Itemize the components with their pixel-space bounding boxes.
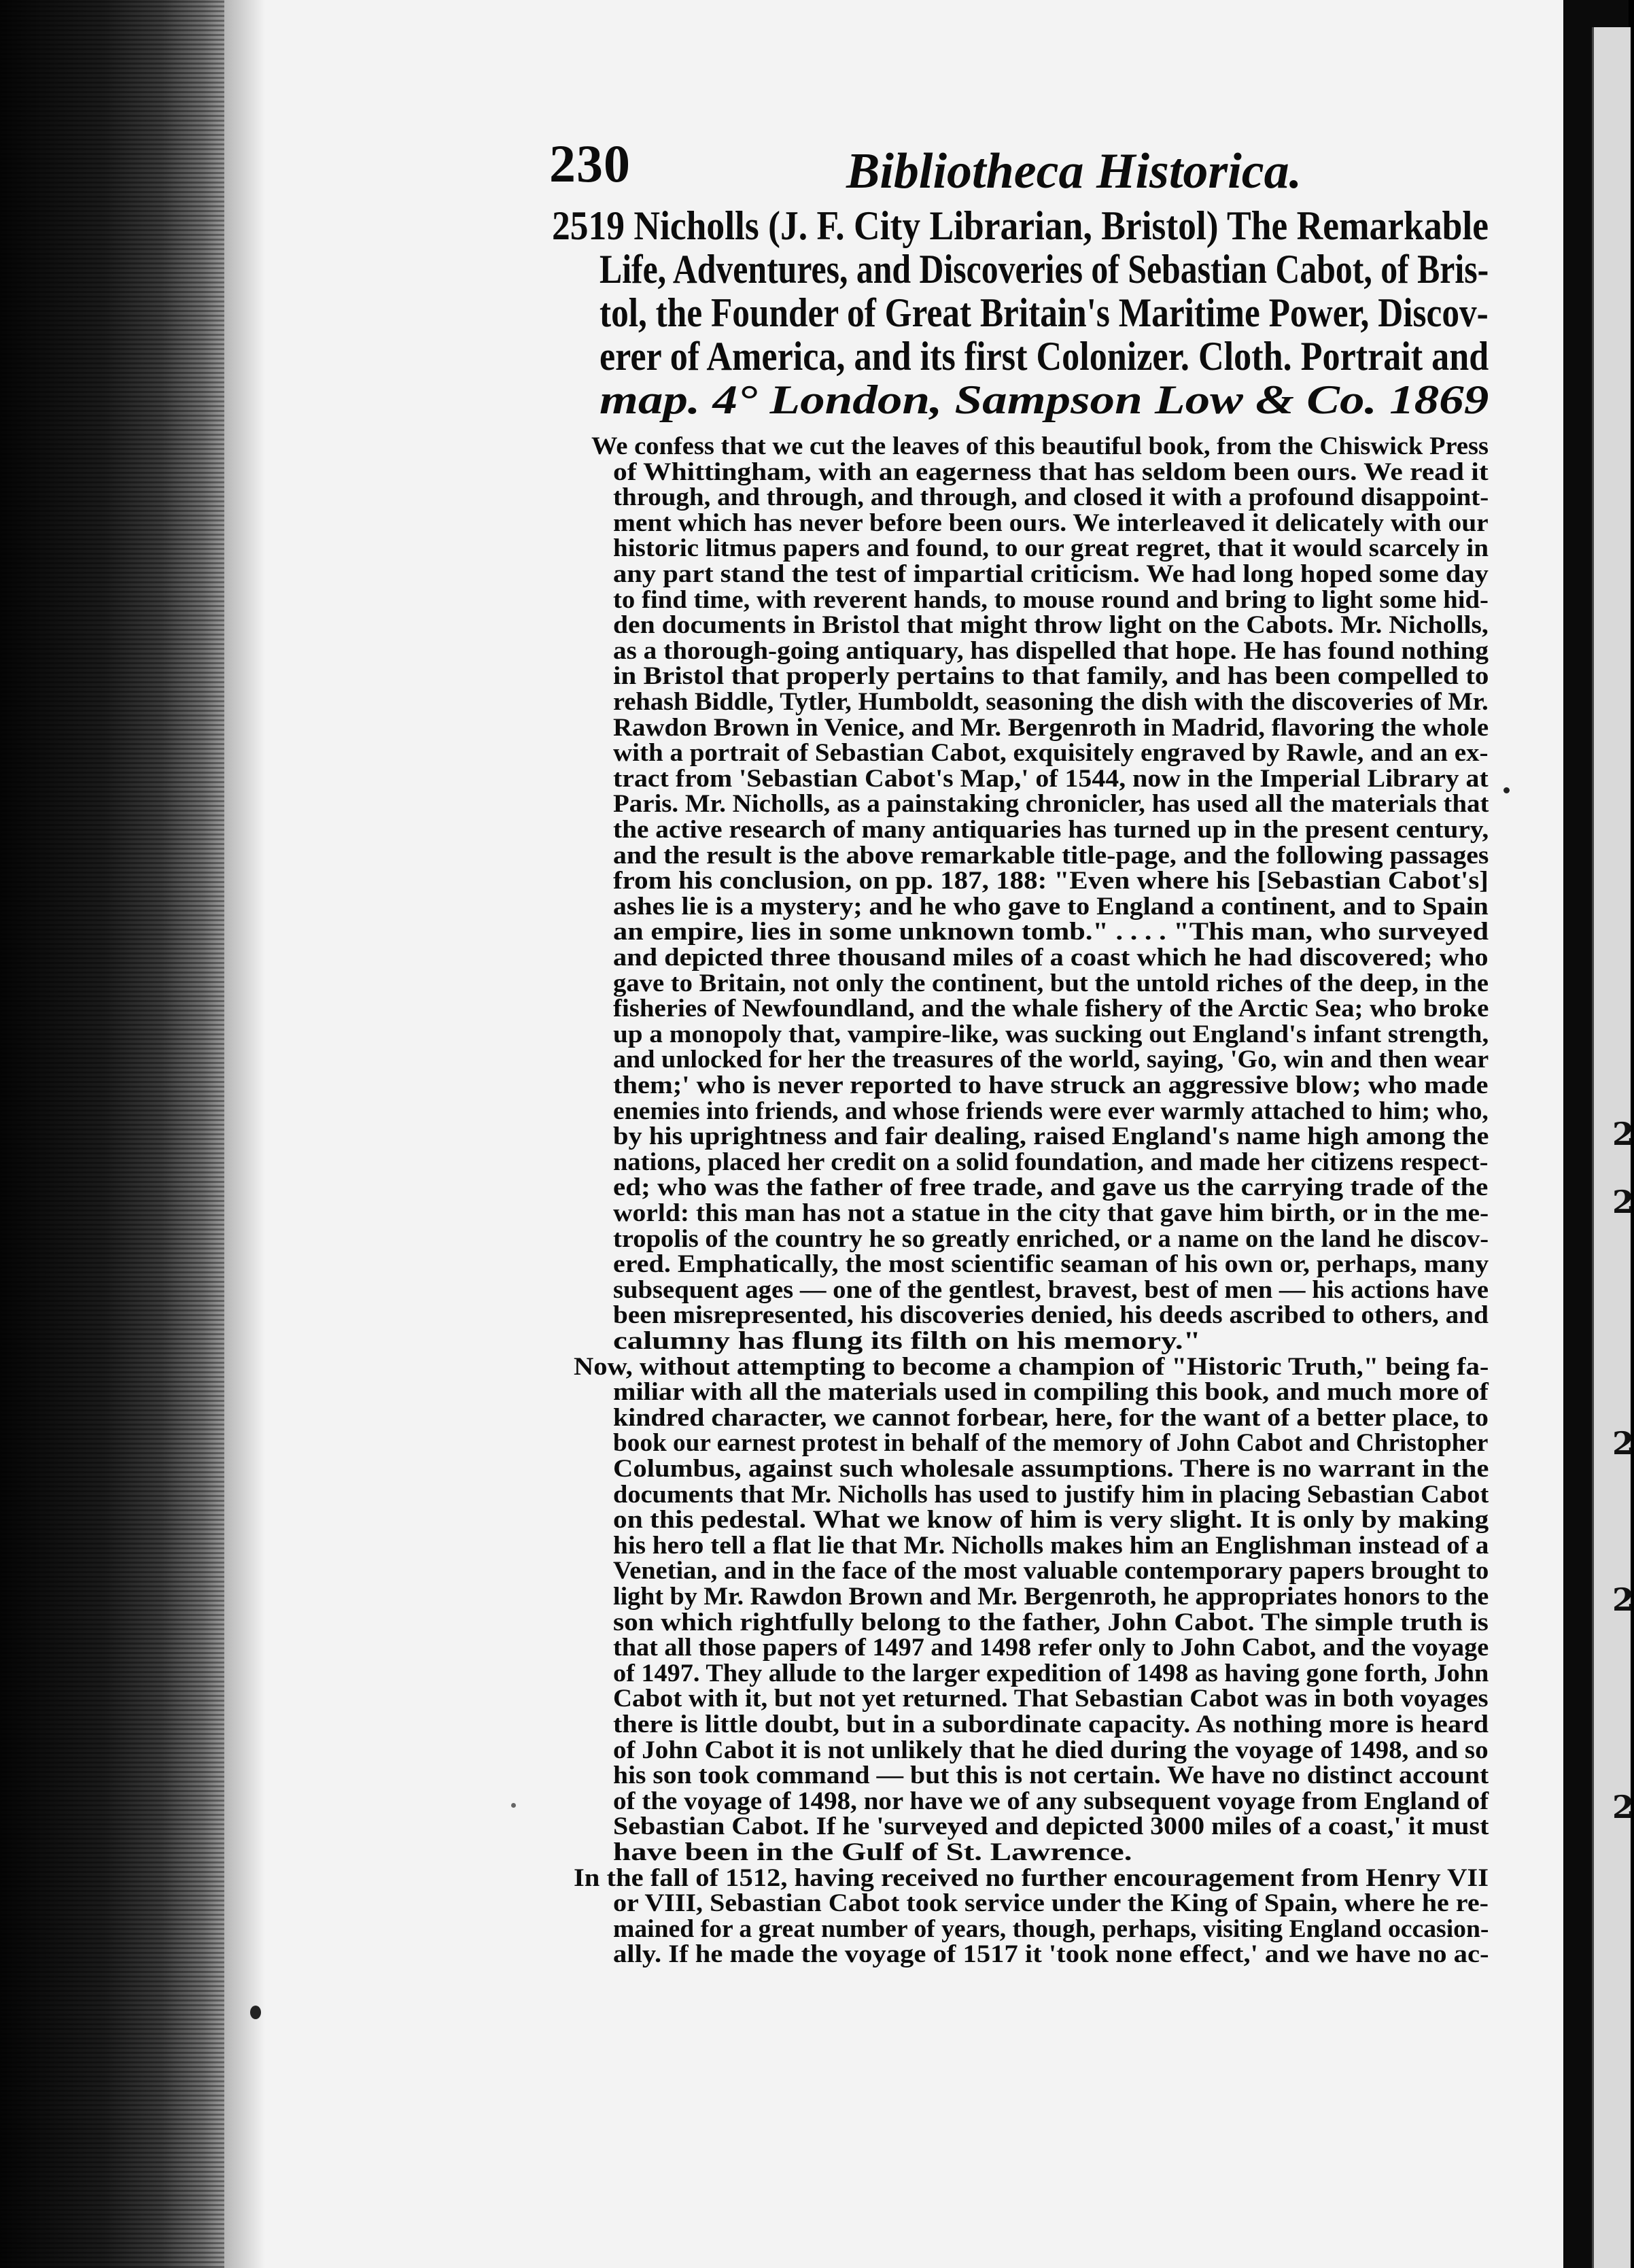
body-text-line: tract from 'Sebastian Cabot's Map,' of 1544, now in the Imperial Library at — [613, 765, 1489, 793]
body-text-line: miliar with all the materials used in compiling this book, and much more of — [613, 1378, 1489, 1406]
body-text-line: mained for a great number of years, though, perhaps, visiting England occasion- — [613, 1915, 1489, 1943]
body-text-line: or VIII, Sebastian Cabot took service under the King of Spain, where he re- — [613, 1889, 1489, 1917]
body-text-line: Now, without attempting to become a champion of "Historic Truth," being fa- — [574, 1353, 1489, 1381]
body-text-line: been misrepresented, his discoveries denied, his deeds ascribed to others, and — [613, 1301, 1489, 1329]
body-text-line: have been in the Gulf of St. Lawrence. — [613, 1838, 1132, 1866]
body-text-line: of Whittingham, with an eagerness that has seldom been ours. We read it — [613, 458, 1489, 486]
body-text-line: ment which has never before been ours. We interleaved it delicately with our — [613, 509, 1489, 537]
body-text-line: Paris. Mr. Nicholls, as a painstaking chronicler, has used all the materials that — [613, 790, 1489, 818]
body-text-line: subsequent ages — one of the gentlest, bravest, best of men — his actions have — [613, 1276, 1489, 1304]
binding-texture — [0, 0, 231, 2268]
edge-digit: 2 — [1612, 1425, 1634, 1462]
body-text-line: Rawdon Brown in Venice, and Mr. Bergenroth in Madrid, flavoring the whole — [613, 714, 1489, 742]
body-text-line: an empire, lies in some unknown tomb." . . . . "This man, who surveyed — [613, 918, 1489, 946]
body-text-line: on this pedestal. What we know of him is very slight. It is only by making — [613, 1506, 1489, 1534]
body-text-line: of 1497. They allude to the larger expedition of 1498 as having gone forth, John — [613, 1660, 1489, 1687]
body-text-line: and depicted three thousand miles of a coast which he had discovered; who — [613, 944, 1489, 972]
body-text-line: there is little doubt, but in a subordinate capacity. As nothing more is heard — [613, 1711, 1489, 1738]
body-text-line: of John Cabot it is not unlikely that he died during the voyage of 1498, and so — [613, 1736, 1489, 1764]
body-text-line: calumny has flung its filth on his memory." — [613, 1327, 1201, 1355]
body-text-line: Sebastian Cabot. If he 'surveyed and depicted 3000 miles of a coast,' it must — [613, 1812, 1489, 1840]
body-text-line: fisheries of Newfoundland, and the whale fishery of the Arctic Sea; who broke — [613, 995, 1489, 1023]
body-text-line: that all those papers of 1497 and 1498 refer only to John Cabot, and the voyage — [613, 1634, 1489, 1662]
body-text-line: from his conclusion, on pp. 187, 188: "Even where his [Sebastian Cabot's] — [613, 867, 1489, 895]
entry-heading-line: tol, the Founder of Great Britain's Maritime Power, Discov- — [599, 290, 1489, 335]
body-text-line: nations, placed her credit on a solid foundation, and made her citizens respect- — [613, 1148, 1489, 1176]
body-text-line: historic litmus papers and found, to our great regret, that it would scarcely in — [613, 534, 1489, 562]
body-text-line: light by Mr. Rawdon Brown and Mr. Bergenroth, he appropriates honors to the — [613, 1583, 1489, 1611]
body-text-line: In the fall of 1512, having received no further encouragement from Henry VII — [574, 1864, 1489, 1892]
body-text-line: tropolis of the country he so greatly enriched, or a name on the land he discov- — [613, 1225, 1489, 1253]
edge-digit: 2 — [1612, 1789, 1634, 1825]
body-text-line: Venetian, and in the face of the most valuable contemporary papers brought to — [613, 1557, 1489, 1585]
edge-digit: 2 — [1612, 1184, 1634, 1220]
page-number: 230 — [549, 134, 631, 193]
running-head: Bibliotheca Historica. — [846, 143, 1302, 199]
body-text-line: up a monopoly that, vampire-like, was sucking out England's infant strength, — [613, 1020, 1489, 1048]
body-text-line: as a thorough-going antiquary, has dispelled that hope. He has found nothing — [613, 637, 1489, 665]
body-text-line: gave to Britain, not only the continent, but the untold riches of the deep, in the — [613, 969, 1489, 997]
entry-heading-line: map. 4° London, Sampson Low & Co. 1869 — [599, 377, 1489, 422]
body-text-line: Columbus, against such wholesale assumptions. There is no warrant in the — [613, 1455, 1489, 1483]
entry-heading-line: 2519 Nicholls (J. F. City Librarian, Bristol) The Remarkable — [552, 203, 1489, 248]
edge-digit: 2 — [1612, 1116, 1634, 1152]
body-text-line: Cabot with it, but not yet returned. That Sebastian Cabot was in both voyages — [613, 1685, 1489, 1713]
body-text-line: kindred character, we cannot forbear, here, for the want of a better place, to — [613, 1404, 1489, 1432]
body-text-line: and unlocked for her the treasures of the world, saying, 'Go, win and then wear — [613, 1046, 1489, 1073]
body-text-line: den documents in Bristol that might throw light on the Cabots. Mr. Nicholls, — [613, 611, 1489, 639]
ink-speck — [511, 1803, 516, 1808]
body-text-line: through, and through, and through, and closed it with a profound disappoint- — [613, 483, 1489, 511]
body-text-line: son which rightfully belong to the father, John Cabot. The simple truth is — [613, 1609, 1489, 1636]
ink-blot — [250, 2006, 261, 2019]
entry-heading-line: erer of America, and its first Colonizer. Cloth. Portrait and — [599, 334, 1489, 379]
body-text-line: them;' who is never reported to have struck an aggressive blow; who made — [613, 1071, 1489, 1099]
edge-digit: 2 — [1612, 1581, 1634, 1618]
body-text-line: and the result is the above remarkable title-page, and the following passages — [613, 842, 1489, 870]
body-text-line: by his uprightness and fair dealing, raised England's name high among the — [613, 1122, 1489, 1150]
body-text-line: world: this man has not a statue in the city that gave him birth, or in the me- — [613, 1199, 1489, 1227]
body-text-line: the active research of many antiquaries has turned up in the present century, — [613, 816, 1489, 844]
body-text-line: ashes lie is a mystery; and he who gave to England a continent, and to Spain — [613, 893, 1489, 921]
body-text-line: to find time, with reverent hands, to mouse round and bring to light some hid- — [613, 586, 1489, 614]
body-text-line: enemies into friends, and whose friends were ever warmly attached to him; who, — [613, 1097, 1489, 1125]
ink-speck — [1503, 787, 1510, 793]
entry-heading-line: Life, Adventures, and Discoveries of Sebastian Cabot, of Bris- — [599, 247, 1489, 292]
body-text-line: his son took command — but this is not certain. We have no distinct account — [613, 1762, 1489, 1789]
body-text-line: in Bristol that properly pertains to that family, and has been compelled to — [613, 662, 1489, 690]
body-text-line: ered. Emphatically, the most scientific seaman of his own or, perhaps, many — [613, 1250, 1489, 1278]
body-text-line: any part stand the test of impartial criticism. We had long hoped some day — [613, 560, 1489, 588]
page-shadow — [224, 0, 265, 2268]
body-text-line: rehash Biddle, Tytler, Humboldt, seasoning the dish with the discoveries of Mr. — [613, 688, 1489, 716]
body-text-line: ally. If he made the voyage of 1517 it 'took none effect,' and we have no ac- — [613, 1940, 1489, 1968]
body-text-line: ed; who was the father of free trade, and gave us the carrying trade of the — [613, 1173, 1489, 1201]
body-text-line: of the voyage of 1498, nor have we of any subsequent voyage from England of — [613, 1787, 1489, 1815]
body-text-line: documents that Mr. Nicholls has used to justify him in placing Sebastian Cabot — [613, 1481, 1489, 1509]
body-text-line: book our earnest protest in behalf of the memory of John Cabot and Christopher — [613, 1429, 1489, 1457]
body-text-line: his hero tell a flat lie that Mr. Nicholls makes him an Englishman instead of a — [613, 1532, 1489, 1560]
body-text-line: We confess that we cut the leaves of this beautiful book, from the Chiswick Press — [591, 432, 1489, 460]
body-text-line: with a portrait of Sebastian Cabot, exquisitely engraved by Rawle, and an ex- — [613, 739, 1489, 767]
